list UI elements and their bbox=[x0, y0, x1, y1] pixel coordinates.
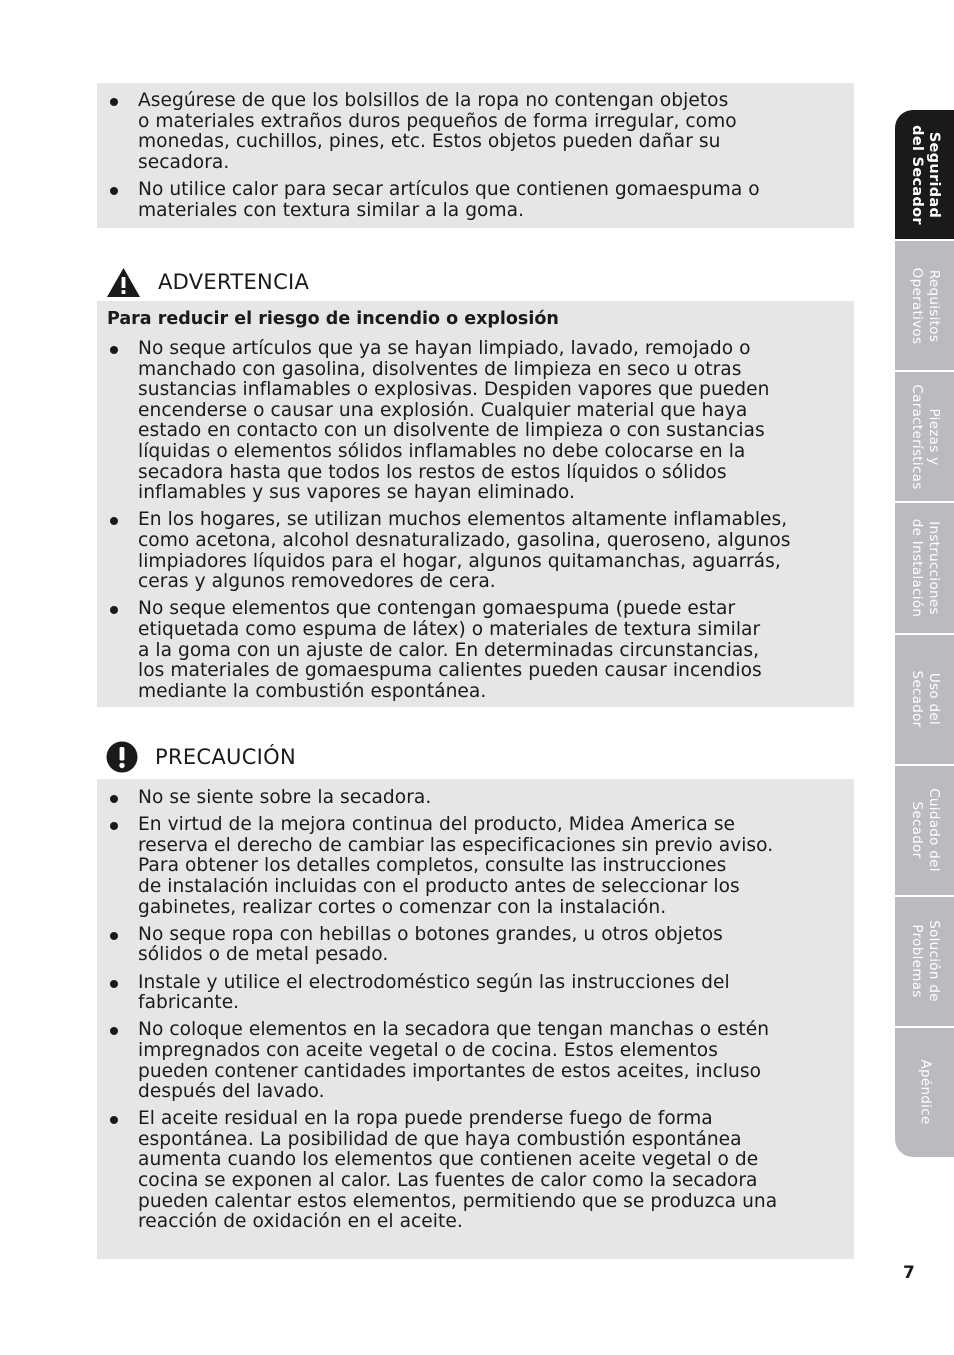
caution-box bbox=[97, 779, 854, 1259]
bullet-icon bbox=[110, 517, 118, 525]
list-item: No coloque elementos en la secadora que tengan manchas o estén impregnados con aceite vegetal o de cocina. Estos elementos pueden contener cantidades importantes de estos aceites, incluso después del lavado. bbox=[107, 1020, 842, 1102]
tab-seguridad-del-secador[interactable] bbox=[895, 110, 954, 241]
bullet-icon bbox=[110, 795, 118, 803]
bullet-icon bbox=[110, 1116, 118, 1124]
tab-piezas-y-caracteristicas[interactable] bbox=[895, 372, 954, 503]
list-item: En virtud de la mejora continua del producto, Midea America se reserva el derecho de cambiar las especificaciones sin previo aviso. Para obtener los detalles completos, consulte las instrucciones de instalación incluidas con el producto antes de seleccionar los gabinetes, realizar cortes o comenzar con la instalación. bbox=[107, 815, 842, 918]
list-item: El aceite residual en la ropa puede prenderse fuego de forma espontánea. La posibilidad de que haya combustión espontánea aumenta cuando los elementos que contienen aceite vegetal o de cocina se exponen al calor. Las fuentes de calor como la secadora pueden calentar estos elementos, permitiendo que se produzca una reacción de oxidación en el aceite. bbox=[107, 1109, 842, 1233]
bullet-icon bbox=[110, 932, 118, 940]
notice-box-top bbox=[97, 83, 854, 228]
list-item: No se siente sobre la secadora. bbox=[107, 788, 842, 809]
bullet-icon bbox=[110, 98, 118, 106]
bullet-list bbox=[107, 788, 842, 1233]
bullet-icon bbox=[110, 346, 118, 354]
tab-requisitos-operativos[interactable] bbox=[895, 241, 954, 372]
tab-label: Apéndice bbox=[917, 1059, 933, 1125]
tab-instrucciones-de-instalacion[interactable] bbox=[895, 503, 954, 634]
bullet-icon bbox=[110, 822, 118, 830]
list-item: No seque ropa con hebillas o botones grandes, u otros objetos sólidos o de metal pesado. bbox=[107, 925, 842, 966]
caution-title: PRECAUCIÓN bbox=[155, 745, 297, 769]
tab-label: Piezas y Características bbox=[908, 384, 942, 490]
list-item: No seque artículos que ya se hayan limpiado, lavado, remojado o manchado con gasolina, disolventes de limpieza en seco u otras sustancias inflamables o explosivas. Despiden vapores que pueden encenderse o causar una explosión. Cualquier material que haya estado en contacto con un disolvente de limpieza o con sustancias líquidas o elementos sólidos inflamables no debe colocarse en la secadora hasta que todos los restos de estos líquidos o sólidos inflamables y sus vapores se hayan eliminado. bbox=[107, 339, 842, 504]
tab-label: Uso del Secador bbox=[908, 670, 942, 728]
bullet-list bbox=[107, 339, 842, 702]
tab-solucion-de-problemas[interactable] bbox=[895, 897, 954, 1028]
bullet-icon bbox=[110, 187, 118, 195]
bullet-icon bbox=[110, 1027, 118, 1035]
warning-triangle-icon bbox=[106, 267, 141, 298]
warning-heading bbox=[106, 265, 309, 299]
tab-label: Solución de Problemas bbox=[908, 920, 942, 1003]
section-tabs bbox=[895, 110, 954, 1157]
warning-subtitle: Para reducir el riesgo de incendio o explosión bbox=[107, 309, 559, 329]
tab-uso-del-secador[interactable] bbox=[895, 635, 954, 766]
tab-cuidado-del-secador[interactable] bbox=[895, 766, 954, 897]
bullet-list bbox=[107, 91, 842, 221]
tab-label: Requisitos Operativos bbox=[908, 267, 942, 345]
warning-box bbox=[97, 301, 854, 707]
bullet-icon bbox=[110, 606, 118, 614]
list-item: No utilice calor para secar artículos que contienen gomaespuma o materiales con textura similar a la goma. bbox=[107, 180, 842, 221]
tab-apendice[interactable] bbox=[895, 1028, 954, 1157]
bullet-icon bbox=[110, 980, 118, 988]
tab-label: Cuidado del Secador bbox=[908, 788, 942, 872]
exclamation-circle-icon bbox=[106, 741, 138, 773]
tab-label: Instrucciones de Instalación bbox=[908, 518, 942, 618]
caution-heading bbox=[106, 740, 296, 774]
list-item: Asegúrese de que los bolsillos de la ropa no contengan objetos o materiales extraños duros pequeños de forma irregular, como monedas, cuchillos, pines, etc. Estos objetos pueden dañar su secadora. bbox=[107, 91, 842, 173]
list-item: Instale y utilice el electrodoméstico según las instrucciones del fabricante. bbox=[107, 973, 842, 1014]
list-item: En los hogares, se utilizan muchos elementos altamente inflamables, como acetona, alcohol desnaturalizado, gasolina, queroseno, algunos limpiadores líquidos para el hogar, algunos quitamanchas, aguarrás, ceras y algunos removedores de cera. bbox=[107, 510, 842, 592]
warning-title: ADVERTENCIA bbox=[158, 270, 310, 294]
tab-label: Seguridad del Secador bbox=[908, 124, 942, 225]
list-item: No seque elementos que contengan gomaespuma (puede estar etiquetada como espuma de látex) o materiales de textura similar a la goma con un ajuste de calor. En determinadas circunstancias, los materiales de gomaespuma calientes pueden causar incendios mediante la combustión espontánea. bbox=[107, 599, 842, 702]
page-number: 7 bbox=[903, 1263, 915, 1283]
